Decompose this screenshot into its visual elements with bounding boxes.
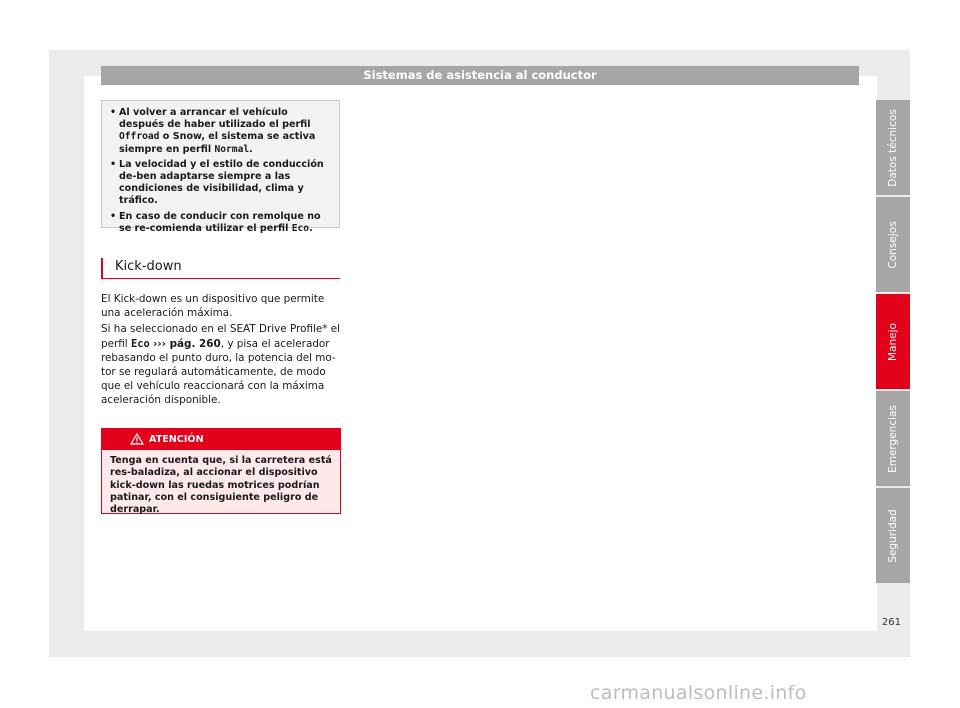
body-text <box>101 292 346 410</box>
watermark: carmanualsonline.info <box>590 682 807 704</box>
tab-emergencias[interactable]: Emergencias <box>876 391 910 486</box>
page-reference-link[interactable]: pág. 260 <box>165 337 221 350</box>
page-number: 261 <box>881 617 901 628</box>
warning-text: Tenga en cuenta que, si la carretera está res-baladiza, al accionar el dispositivo kick-down las ruedas motrices podrían patinar, con el consiguiente peligro de derrapar. <box>102 450 340 513</box>
tab-datos-tecnicos[interactable]: Datos técnicos <box>876 100 910 195</box>
bullet-icon: • <box>110 158 117 170</box>
warning-triangle-icon <box>130 433 144 445</box>
bullet-icon: • <box>110 210 117 222</box>
note-item: • En caso de conducir con remolque no se re-comienda utilizar el perfil Eco. <box>110 210 321 234</box>
note-item: • Al volver a arrancar el vehículo después de haber utilizado el perfil Offroad o Snow, el sistema se activa siempre en perfil Normal. <box>110 107 316 155</box>
tab-consejos[interactable]: Consejos <box>876 197 910 292</box>
heading-accent-bar <box>101 258 103 278</box>
warning-box <box>101 428 341 514</box>
bullet-icon: • <box>110 107 117 118</box>
note-item: • La velocidad y el estilo de conducción de-ben adaptarse siempre a las condiciones de visibilidad, clima y tráfico. <box>110 158 324 207</box>
chapter-header: Sistemas de asistencia al conductor <box>101 66 859 85</box>
section-title: Kick-down <box>115 259 182 274</box>
cross-reference-arrow-icon: ››› <box>153 337 166 350</box>
note-box <box>101 100 340 234</box>
warning-header <box>102 429 340 450</box>
paragraph: El Kick-down es un dispositivo que permite una aceleración máxima. <box>101 293 325 320</box>
heading-rule <box>101 278 340 279</box>
tab-seguridad[interactable]: Seguridad <box>876 488 910 583</box>
section-heading <box>101 258 340 278</box>
warning-label: ATENCIÓN <box>149 434 204 445</box>
paragraph: Si ha seleccionado en el SEAT Drive Profile* el perfil Eco ››› pág. 260, y pisa el acelerador rebasando el punto duro, la potencia del mo-tor se regulará automáticamente, de modo que el vehículo reaccionará con la máxima aceleración disponible. <box>101 323 341 407</box>
tab-manejo[interactable]: Manejo <box>876 294 910 389</box>
